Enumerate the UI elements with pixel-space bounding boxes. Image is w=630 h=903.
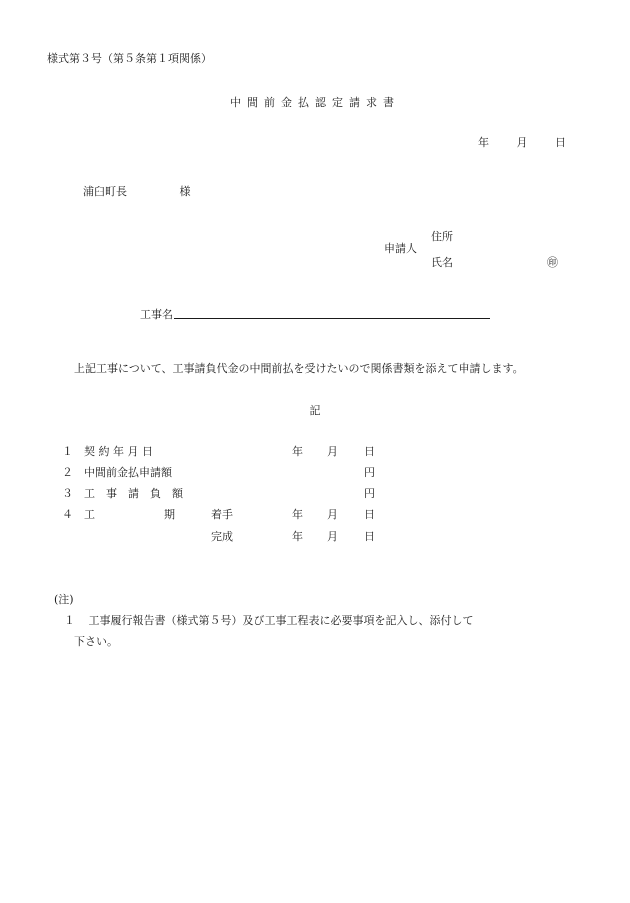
item-1-month: 月 — [327, 445, 338, 458]
address-label: 住所 — [431, 230, 453, 243]
item-4-start-year: 年 — [292, 508, 303, 521]
item-4-end-day: 日 — [364, 530, 375, 543]
addressee-name: 浦臼町長 — [83, 185, 127, 198]
document-title: 中間前金払認定請求書 — [230, 96, 400, 109]
item-2-number: ２ — [62, 466, 73, 479]
item-1-day: 日 — [364, 445, 375, 458]
item-4-end-year: 年 — [292, 530, 303, 543]
date-line — [478, 134, 566, 150]
item-3-number: ３ — [62, 487, 73, 500]
note-1 — [64, 612, 474, 628]
project-name-label: 工事名 — [140, 308, 173, 321]
item-4-label-a: 工 — [84, 508, 95, 521]
item-1-number: １ — [62, 445, 73, 458]
item-1-year: 年 — [292, 445, 303, 458]
item-2-label: 中間前金払申請額 — [84, 466, 172, 479]
item-4-number: ４ — [62, 508, 73, 521]
note-1-number: １ — [64, 614, 75, 627]
item-2-unit: 円 — [364, 466, 375, 479]
form-number: 様式第３号（第５条第１項関係） — [47, 52, 212, 65]
request-statement: 上記工事について、工事請負代金の中間前払を受けたいので関係書類を添えて申請します。 — [74, 362, 524, 375]
item-4-label-b: 期 — [164, 508, 175, 521]
ki-heading: 記 — [309, 404, 321, 417]
note-1-text: 工事履行報告書（様式第５号）及び工事工程表に必要事項を記入し、添付して — [88, 614, 474, 627]
date-year: 年 — [478, 136, 489, 149]
item-4-end-label: 完成 — [211, 530, 233, 543]
item-4-end-month: 月 — [327, 530, 338, 543]
item-3-unit: 円 — [364, 487, 375, 500]
seal-mark: ㊞ — [547, 256, 558, 269]
name-label: 氏名 — [431, 256, 453, 269]
addressee — [83, 183, 191, 199]
item-1-label: 契 約 年 月 日 — [84, 445, 153, 458]
note-1-continuation: 下さい。 — [74, 635, 118, 648]
item-4-start-day: 日 — [364, 508, 375, 521]
addressee-honorific: 様 — [179, 185, 191, 198]
item-3-label: 工 事 請 負 額 — [84, 487, 183, 500]
item-4-start-label: 着手 — [211, 508, 233, 521]
notes-heading: (注) — [54, 593, 74, 606]
item-4-start-month: 月 — [327, 508, 338, 521]
date-month: 月 — [516, 136, 528, 149]
project-name-line — [174, 318, 490, 319]
applicant-label: 申請人 — [384, 242, 417, 255]
date-day: 日 — [555, 136, 566, 149]
